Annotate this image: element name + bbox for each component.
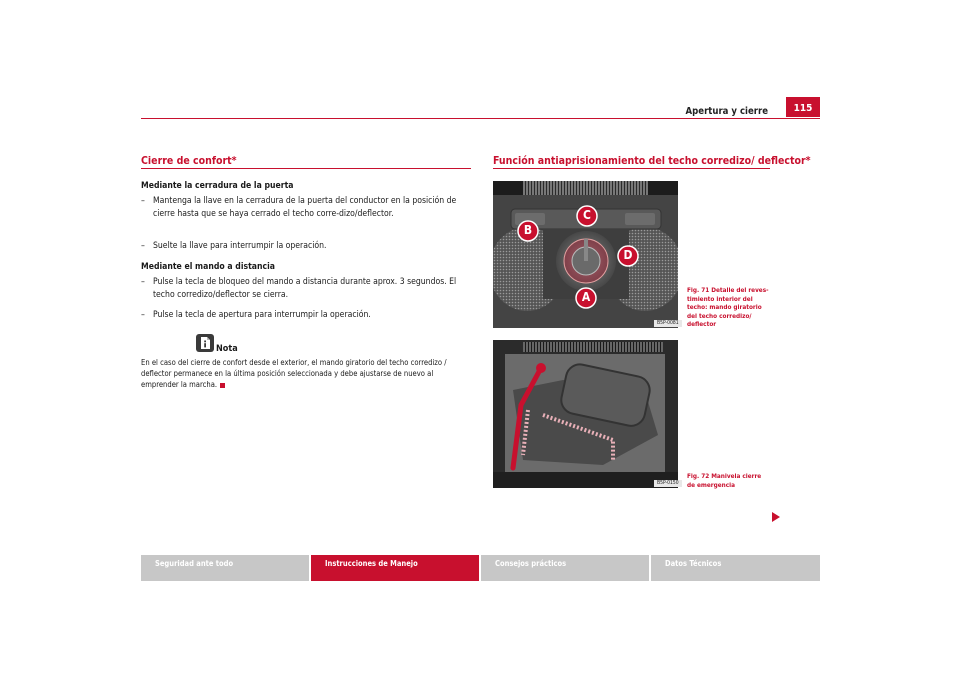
list-item-text: Pulse la tecla de bloqueo del mando a distancia durante aprox. 3 segundos. El techo corredizo/deflector se cierra. [153,277,457,300]
next-page-arrow-icon[interactable] [771,508,781,520]
figure-label-a [575,287,597,309]
list-item-text: Mantenga la llave en la cerradura de la puerta del conductor en la posición de cierre hasta que se haya cerrado el techo corre-dizo/deflector. [153,196,457,219]
subheading-door-lock: Mediante la cerradura de la puerta [141,181,294,191]
dash-bullet: – [141,241,145,251]
figure-label-d [617,245,639,267]
figure-71-caption: Fig. 71 Detalle del reves-timiento interior del techo: mando giratorio del techo corredizo/ deflector [687,286,769,328]
section-heading-antiaprisionamiento: Función antiaprisionamiento del techo corredizo/ deflector* [493,155,811,167]
dash-bullet: – [141,310,145,320]
subheading-remote: Mediante el mando a distancia [141,262,275,272]
list-item [141,309,471,322]
footer-tab-label: Datos Técnicos [665,559,722,568]
page-number: 115 [786,97,820,117]
list-item [141,240,471,253]
figure-72-emergency-crank-image [493,340,678,488]
figure-72-code: B5P-0150 [654,480,682,487]
footer-tab-label: Instrucciones de Manejo [325,559,418,568]
section-heading-rule [493,168,770,169]
figure-label-a-text: A [581,290,591,304]
figure-label-d-text: D [623,248,633,262]
list-item-text: Suelte la llave para interrumpir la operación. [153,241,327,251]
figure-label-c [576,205,598,227]
footer-tab-instrucciones[interactable] [311,555,479,581]
note-title: Nota [216,344,238,354]
dash-bullet: – [141,277,145,287]
footer-tab-label: Consejos prácticos [495,559,567,568]
running-header-title: Apertura y cierre [685,106,768,117]
note-icon [196,334,214,352]
figure-label-c-text: C [583,208,591,222]
footer-tab-seguridad[interactable] [141,555,309,581]
section-heading-cierre-confort: Cierre de confort* [141,155,237,167]
footer-tab-label: Seguridad ante todo [155,559,234,568]
section-heading-rule [141,168,471,169]
note-body [141,357,471,390]
figure-label-b-text: B [523,223,533,237]
list-item [141,195,471,220]
dash-bullet: – [141,196,145,206]
header-rule [141,118,820,119]
figure-label-b [517,220,539,242]
figure-71-code: B5P-0081 [654,320,682,327]
footer-tab-datos[interactable] [651,555,820,581]
end-of-section-icon [220,383,225,388]
list-item [141,276,471,301]
footer-tab-consejos[interactable] [481,555,649,581]
list-item-text: Pulse la tecla de apertura para interrumpir la operación. [153,310,371,320]
figure-72-caption: Fig. 72 Manivela cierre de emergencia [687,472,762,489]
note-text: En el caso del cierre de confort desde el exterior, el mando giratorio del techo corredizo / deflector permanece en la última posición seleccionada y debe ajustarse de nuevo al emprender la marcha. [141,358,447,389]
